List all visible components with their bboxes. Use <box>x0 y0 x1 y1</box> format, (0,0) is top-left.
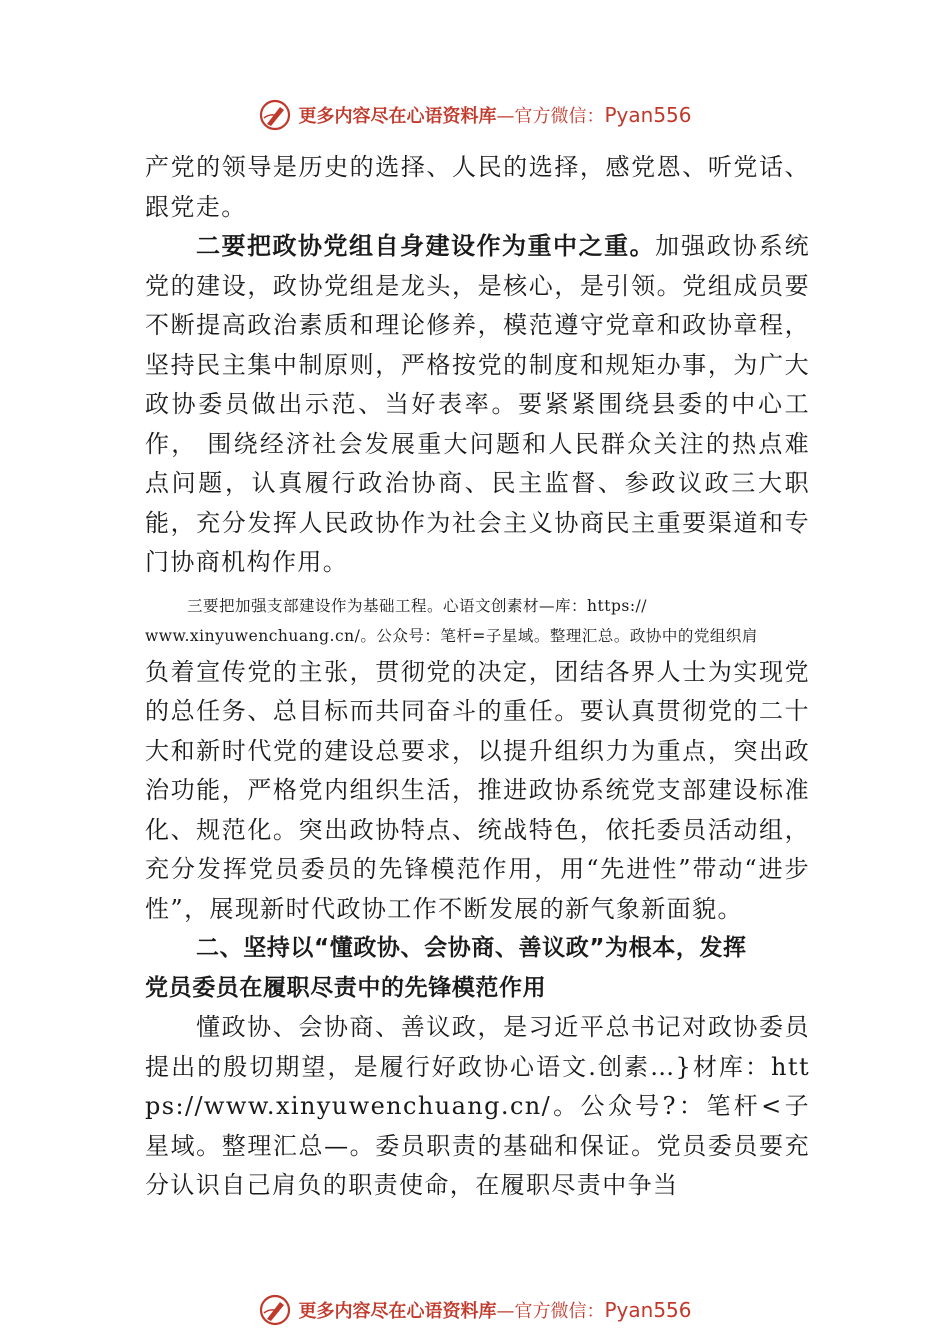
pen-circle-logo-icon <box>258 1293 292 1327</box>
paragraph-branch-building: 负着宣传党的主张，贯彻党的决定，团结各界人士为实现党的总任务、总目标而共同奋斗的重任。要认真贯彻党的二十大和新时代党的建设总要求，以提升组织力为重点，突出政治功能，严格党内组织生活，推进政协系统党支部建设标准化、规范化。突出政协特点、统战特色，依托委员活动组， 充分发挥党员委员的先锋模范作用，用“先进性”带动“进步性”，展现新时代政协工作不断发展的新气象新面貌。 <box>145 657 810 923</box>
paragraph-party-group <box>145 227 810 583</box>
banner-wechat-id: Pyan556 <box>604 1298 692 1322</box>
small-print-line-2: www.xinyuwenchuang.cn/。公众号：笔杆=子星域。整理汇总。政协中的党组织肩 <box>145 626 758 645</box>
small-print-paragraph <box>145 591 810 651</box>
banner-site-name: 更多内容尽在心语资料库 <box>298 106 497 127</box>
section-heading <box>145 929 810 1008</box>
document-body <box>145 148 810 1206</box>
paragraph-body-text: 加强政协系统党的建设，政协党组是龙头，是核心，是引领。党组成员要不断提高政治素质和理论修养，模范遵守党章和政协章程， 坚持民主集中制原则，严格按党的制度和规矩办事，为广大政协委员做出示范、当好表率。要紧紧围绕县委的中心工作， 围绕经济社会发展重大问题和人民群众关注的热点难点问题，认真履行政治协商、民主监督、参政议政三大职能，充分发挥人民政协作为社会主义协商民主重要渠道和专门协商机构作用。 <box>145 232 810 576</box>
small-print-line-1: 三要把加强支部建设作为基础工程。心语文创素材—库：https:// <box>187 596 647 615</box>
paragraph-continuation: 产党的领导是历史的选择、人民的选择，感党恩、听党话、 跟党走。 <box>145 153 810 221</box>
section-heading-line-2: 党员委员在履职尽责中的先锋模范作用 <box>145 974 547 1001</box>
section-heading-line-1: 二、坚持以“懂政协、会协商、善议政”为根本，发挥 <box>196 935 747 961</box>
bottom-banner <box>0 1290 950 1330</box>
banner-wechat-label: —官方微信： <box>496 1301 605 1322</box>
banner-wechat-label: —官方微信： <box>496 106 605 127</box>
top-banner <box>0 95 950 135</box>
paragraph-committee-duties: 懂政协、会协商、善议政，是习近平总书记对政协委员提出的殷切期望，是履行好政协心语文.创素…}材库：https://www.xinyuwenchuang.cn/。公众号?：笔杆<子星域。整理汇总—。委员职责的基础和保证。党员委员要充分认识自己肩负的职责使命，在履职尽责中争当 <box>145 1013 810 1199</box>
banner-site-name: 更多内容尽在心语资料库 <box>298 1301 497 1322</box>
banner-wechat-id: Pyan556 <box>604 103 692 127</box>
pen-circle-logo-icon <box>258 98 292 132</box>
paragraph-lead-bold: 二要把政协党组自身建设作为重中之重。 <box>196 232 656 260</box>
